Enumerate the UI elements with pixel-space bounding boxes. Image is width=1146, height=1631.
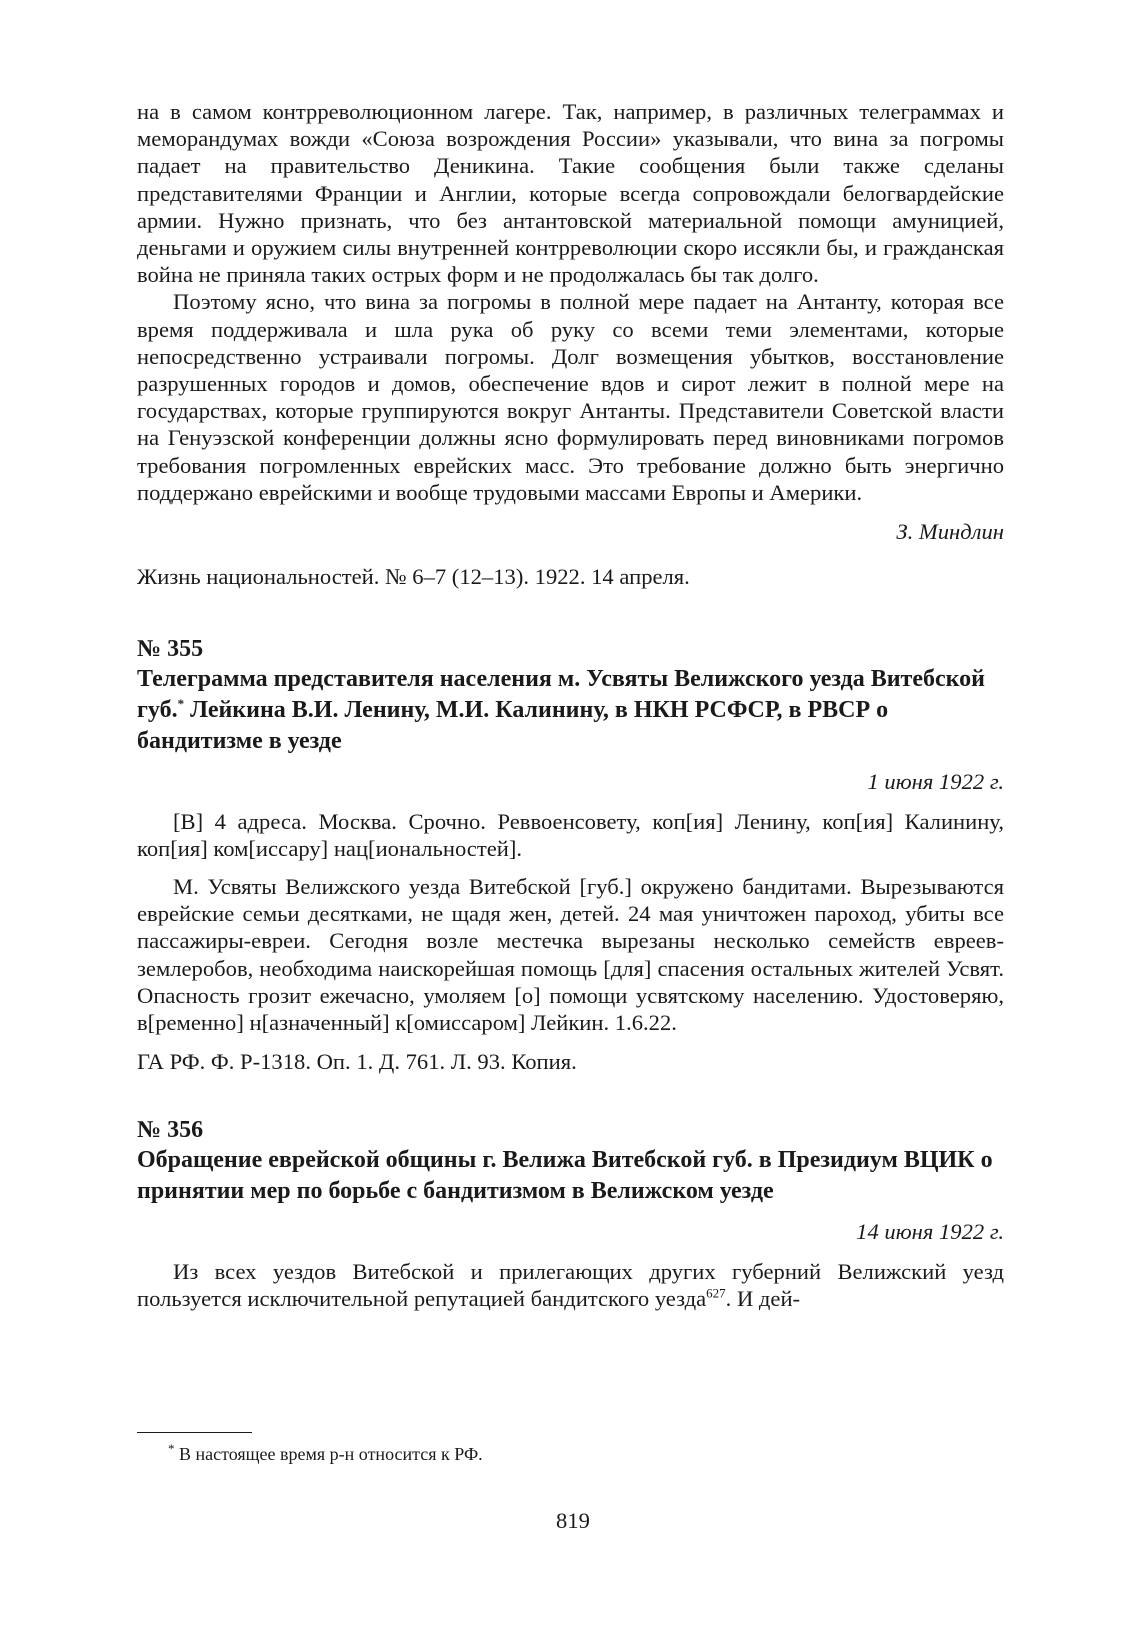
title-text: Телеграмма представителя населения м. Усвяты Велижского уезда Витебской губ. xyxy=(137,666,985,724)
footnote-text: В настоящее время р-н относится к РФ. xyxy=(174,1444,483,1464)
title-text: Лейкина В.И. Ленину, М.И. Калинину, в НКН РСФСР, в РВСР о бандитизме в уезде xyxy=(137,697,889,755)
endnote-ref: 627 xyxy=(706,1285,726,1301)
document-number: № 356 xyxy=(137,1117,204,1144)
source-citation: Жизнь национальностей. № 6–7 (12–13). 1922. 14 апреля. xyxy=(137,564,690,590)
paragraph: М. Усвяты Велижского уезда Витебской [губ.] окружено бандитами. Вырезываются еврейские семьи десятками, не щадя жен, детей. 24 мая уничтожен пароход, убиты все пассажиры-евреи. Сегодня возле местечка вырезаны несколько семейств евреев-землеробов, необходима наискорейшая помощь [для] спасения остальных жителей Усвят. Опасность грозит ежечасно, умоляем [о] помощи усвятскому населению. Удостоверяю, в[ременно] н[азначенный] к[омиссаром] Лейкин. 1.6.22. xyxy=(137,874,1004,1036)
paragraph-text: Из всех уездов Витебской и прилегающих других губерний Велижский уезд пользуется исключительной репутацией бандитского уезда xyxy=(137,1258,1004,1311)
paragraph-text: . И дей- xyxy=(725,1285,801,1311)
footnote-marker: * xyxy=(168,1441,175,1456)
footnote xyxy=(168,1443,483,1465)
paragraph: на в самом контрреволюционном лагере. Так, например, в различных телеграммах и меморандумах вожди «Союза возрождения России» указывали, что вина за погромы падает на правительство Деникина. Такие сообщения были также сделаны представителями Франции и Англии, которые всегда сопровождали белогвардейские армии. Нужно признать, что без антантовской материальной помощи амуницией, деньгами и оружием силы внутренней контрреволюции скоро иссякли бы, и гражданская война не приняла таких острых форм и не продолжалась бы так долго. xyxy=(137,99,1004,288)
document-date: 14 июня 1922 г. xyxy=(856,1219,1004,1245)
source-citation: ГА РФ. Ф. Р-1318. Оп. 1. Д. 761. Л. 93. Копия. xyxy=(137,1049,577,1075)
footnote-marker: * xyxy=(177,696,185,712)
document-title xyxy=(137,664,1004,757)
paragraph: [В] 4 адреса. Москва. Срочно. Реввоенсовету, коп[ия] Ленину, коп[ия] Калинину, коп[ия] ком[иссару] нац[иональностей]. xyxy=(137,808,1004,861)
page-body xyxy=(137,98,1004,1312)
document-date: 1 июня 1922 г. xyxy=(867,769,1004,795)
document-number: № 355 xyxy=(137,636,204,663)
document-title: Обращение еврейской общины г. Велижа Витебской губ. в Президиум ВЦИК о принятии мер по борьбе с бандитизмом в Велижском уезде xyxy=(137,1147,993,1205)
footnote-divider xyxy=(137,1432,252,1433)
signature: З. Миндлин xyxy=(896,519,1004,545)
paragraph: Поэтому ясно, что вина за погромы в полной мере падает на Антанту, которая все время поддерживала и шла рука об руку со всеми теми элементами, которые непосредственно устраивали погромы. Долг возмещения убытков, восстановление разрушенных городов и домов, обеспечение вдов и сирот лежит в полной мере на государствах, которые группируются вокруг Антанты. Представители Советской власти на Генуэзской конференции должны ясно формулировать перед виновниками погромов требования погромленных еврейских масс. Это требование должно быть энергично поддержано еврейскими и вообще трудовыми массами Европы и Америки. xyxy=(137,289,1004,505)
page-number: 819 xyxy=(556,1508,590,1533)
paragraph xyxy=(137,1258,1004,1312)
